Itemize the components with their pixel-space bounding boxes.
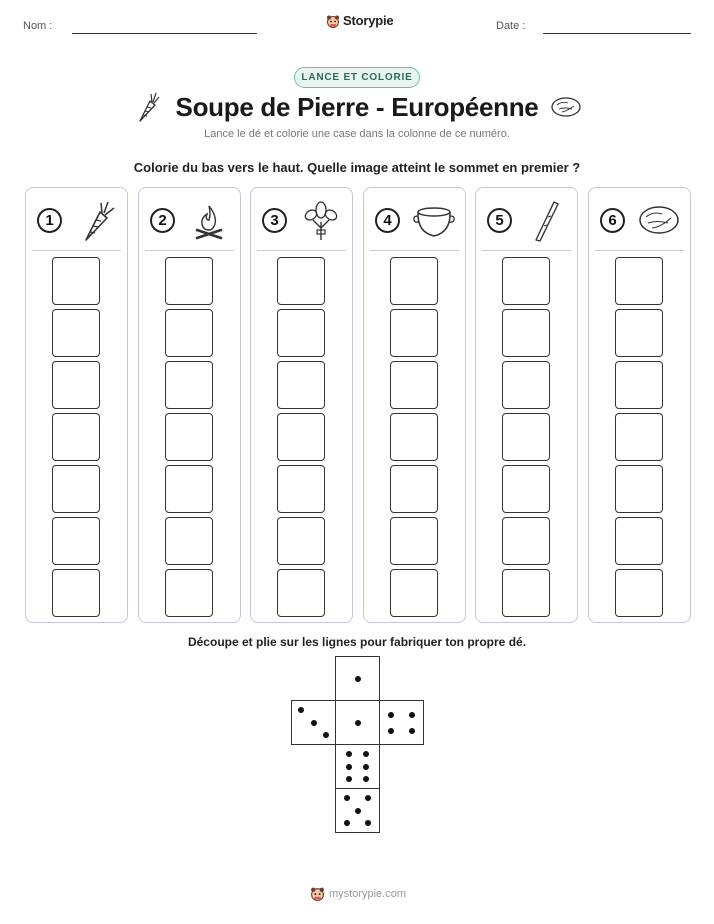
color-cell[interactable] — [52, 517, 100, 565]
color-cell[interactable] — [52, 413, 100, 461]
column-header — [364, 188, 465, 250]
color-cell[interactable] — [165, 517, 213, 565]
color-cell[interactable] — [502, 361, 550, 409]
die-face — [335, 788, 380, 833]
color-cell[interactable] — [52, 569, 100, 617]
color-cell[interactable] — [165, 361, 213, 409]
campfire-icon — [187, 198, 231, 242]
footer — [310, 886, 406, 901]
die-pip — [365, 795, 371, 801]
die-pip — [346, 776, 352, 782]
color-cell[interactable] — [52, 361, 100, 409]
column-divider — [257, 250, 346, 251]
color-cell[interactable] — [390, 517, 438, 565]
die-pip — [365, 820, 371, 826]
page-title: Soupe de Pierre - Européenne — [175, 92, 539, 122]
color-cell[interactable] — [502, 309, 550, 357]
die-pip — [355, 808, 361, 814]
color-cell[interactable] — [615, 309, 663, 357]
name-line[interactable] — [72, 33, 257, 34]
stone-icon — [637, 198, 681, 242]
color-cell[interactable] — [277, 569, 325, 617]
die-face — [335, 656, 380, 701]
brand — [326, 13, 393, 28]
column-2 — [138, 187, 241, 623]
storypie-logo-icon — [310, 886, 325, 901]
die-pip — [409, 712, 415, 718]
column-6 — [588, 187, 691, 623]
color-cell[interactable] — [390, 465, 438, 513]
color-cell[interactable] — [390, 569, 438, 617]
footer-url[interactable]: mystorypie.com — [329, 887, 407, 900]
date-line[interactable] — [543, 33, 691, 34]
die-face — [291, 700, 336, 745]
column-number: 3 — [262, 208, 287, 233]
color-cell[interactable] — [502, 413, 550, 461]
name-label: Nom : — [23, 20, 53, 32]
cut-instruction: Découpe et plie sur les lignes pour fabriquer ton propre dé. — [187, 635, 527, 649]
pot-icon — [412, 198, 456, 242]
color-cell[interactable] — [165, 309, 213, 357]
die-pip — [346, 751, 352, 757]
die-face — [379, 700, 424, 745]
activity-badge: LANCE ET COLORIE — [294, 67, 420, 88]
column-divider — [482, 250, 571, 251]
die-pip — [346, 764, 352, 770]
column-header — [476, 188, 577, 250]
color-cell[interactable] — [52, 465, 100, 513]
color-cell[interactable] — [615, 413, 663, 461]
brand-name: Storypie — [343, 13, 394, 28]
color-cell[interactable] — [502, 517, 550, 565]
color-cell[interactable] — [277, 517, 325, 565]
column-divider — [370, 250, 459, 251]
die-face — [335, 744, 380, 789]
instruction: Colorie du bas vers le haut. Quelle image atteint le sommet en premier ? — [133, 160, 581, 175]
color-cell[interactable] — [390, 309, 438, 357]
die-face — [335, 700, 380, 745]
color-cell[interactable] — [390, 257, 438, 305]
column-header — [26, 188, 127, 250]
die-pip — [363, 776, 369, 782]
column-number: 2 — [150, 208, 175, 233]
die-pip — [344, 795, 350, 801]
carrot-icon — [74, 198, 118, 242]
column-divider — [145, 250, 234, 251]
stick-icon — [524, 198, 568, 242]
color-cell[interactable] — [390, 413, 438, 461]
column-header — [139, 188, 240, 250]
color-cell[interactable] — [277, 465, 325, 513]
die-pip — [388, 728, 394, 734]
column-number: 4 — [375, 208, 400, 233]
color-cell[interactable] — [165, 569, 213, 617]
color-cell[interactable] — [277, 413, 325, 461]
color-cell[interactable] — [52, 257, 100, 305]
color-cell[interactable] — [502, 257, 550, 305]
die-pip — [298, 707, 304, 713]
stone-icon — [550, 95, 582, 119]
column-number: 6 — [600, 208, 625, 233]
column-1 — [25, 187, 128, 623]
color-cell[interactable] — [615, 257, 663, 305]
die-pip — [355, 676, 361, 682]
color-cell[interactable] — [502, 465, 550, 513]
column-divider — [32, 250, 121, 251]
die-pip — [311, 720, 317, 726]
color-cell[interactable] — [615, 569, 663, 617]
column-divider — [595, 250, 684, 251]
die-pip — [323, 732, 329, 738]
color-cell[interactable] — [615, 517, 663, 565]
color-cell[interactable] — [615, 465, 663, 513]
herbs-icon — [299, 198, 343, 242]
column-header — [251, 188, 352, 250]
die-pip — [409, 728, 415, 734]
header — [0, 0, 714, 44]
column-number: 5 — [487, 208, 512, 233]
color-cell[interactable] — [165, 413, 213, 461]
column-4 — [363, 187, 466, 623]
color-cell[interactable] — [52, 309, 100, 357]
date-label: Date : — [496, 20, 526, 32]
die-pip — [344, 820, 350, 826]
color-cell[interactable] — [277, 257, 325, 305]
die-pip — [355, 720, 361, 726]
storypie-logo-icon — [326, 14, 340, 28]
column-number: 1 — [37, 208, 62, 233]
column-5 — [475, 187, 578, 623]
color-cell[interactable] — [615, 361, 663, 409]
die-pip — [363, 751, 369, 757]
die-pip — [363, 764, 369, 770]
die-pip — [388, 712, 394, 718]
subtitle: Lance le dé et colorie une case dans la colonne de ce numéro. — [204, 128, 510, 140]
column-header — [589, 188, 690, 250]
color-cell[interactable] — [390, 361, 438, 409]
color-cell[interactable] — [502, 569, 550, 617]
color-cell[interactable] — [277, 361, 325, 409]
color-cell[interactable] — [165, 257, 213, 305]
color-cell[interactable] — [277, 309, 325, 357]
column-3 — [250, 187, 353, 623]
color-cell[interactable] — [165, 465, 213, 513]
